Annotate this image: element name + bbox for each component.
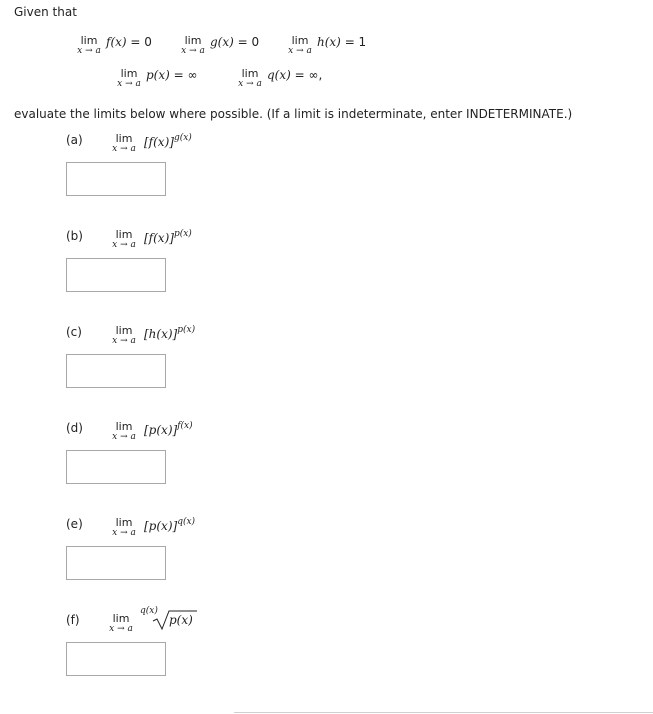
part-d-label: (d) xyxy=(66,421,83,435)
part-c-expression: $[h(x)]^{p(x)}$ xyxy=(144,325,196,341)
given-g: g(x) = 0 xyxy=(210,35,260,49)
part-a-limit: lim x → a xyxy=(112,132,136,154)
limit-q: lim x → a xyxy=(238,67,262,89)
part-a-expression: $[f(x)]^{g(x)}$ xyxy=(144,133,192,149)
part-d-answer-input[interactable] xyxy=(66,450,166,484)
part-e-answer-input[interactable] xyxy=(66,546,166,580)
part-f-answer-input[interactable] xyxy=(66,642,166,676)
intro-text: Given that xyxy=(14,5,77,19)
part-e-label: (e) xyxy=(66,517,83,531)
given-h: h(x) = 1 xyxy=(317,35,367,49)
limit-p: lim x → a xyxy=(117,67,141,89)
bottom-divider xyxy=(234,712,653,713)
part-e-expression: $[p(x)]^{q(x)}$ xyxy=(144,517,196,533)
part-f-root-index: q(x) xyxy=(140,606,158,616)
given-f: f(x) = 0 xyxy=(106,35,152,49)
part-b-answer-input[interactable] xyxy=(66,258,166,292)
part-b-expression: $[f(x)]^{p(x)}$ xyxy=(144,229,192,245)
part-c-answer-input[interactable] xyxy=(66,354,166,388)
part-d-expression: $[p(x)]^{f(x)}$ xyxy=(144,421,193,437)
limit-f: lim x → a xyxy=(77,34,101,56)
part-a-label: (a) xyxy=(66,133,83,147)
part-b-label: (b) xyxy=(66,229,83,243)
part-f-radicand: p(x) xyxy=(169,613,193,627)
part-f-limit: lim x → a xyxy=(109,612,133,634)
given-p: p(x) = ∞ xyxy=(146,68,198,82)
part-f-label: (f) xyxy=(66,613,80,627)
limit-g: lim x → a xyxy=(181,34,205,56)
part-b-limit: lim x → a xyxy=(112,228,136,250)
part-d-limit: lim x → a xyxy=(112,420,136,442)
part-e-limit: lim x → a xyxy=(112,516,136,538)
given-q: q(x) = ∞, xyxy=(267,68,323,82)
part-a-answer-input[interactable] xyxy=(66,162,166,196)
part-c-label: (c) xyxy=(66,325,82,339)
instruction-text: evaluate the limits below where possible. (If a limit is indeterminate, enter INDETERMINATE.) xyxy=(14,107,573,121)
limit-h: lim x → a xyxy=(288,34,312,56)
part-c-limit: lim x → a xyxy=(112,324,136,346)
